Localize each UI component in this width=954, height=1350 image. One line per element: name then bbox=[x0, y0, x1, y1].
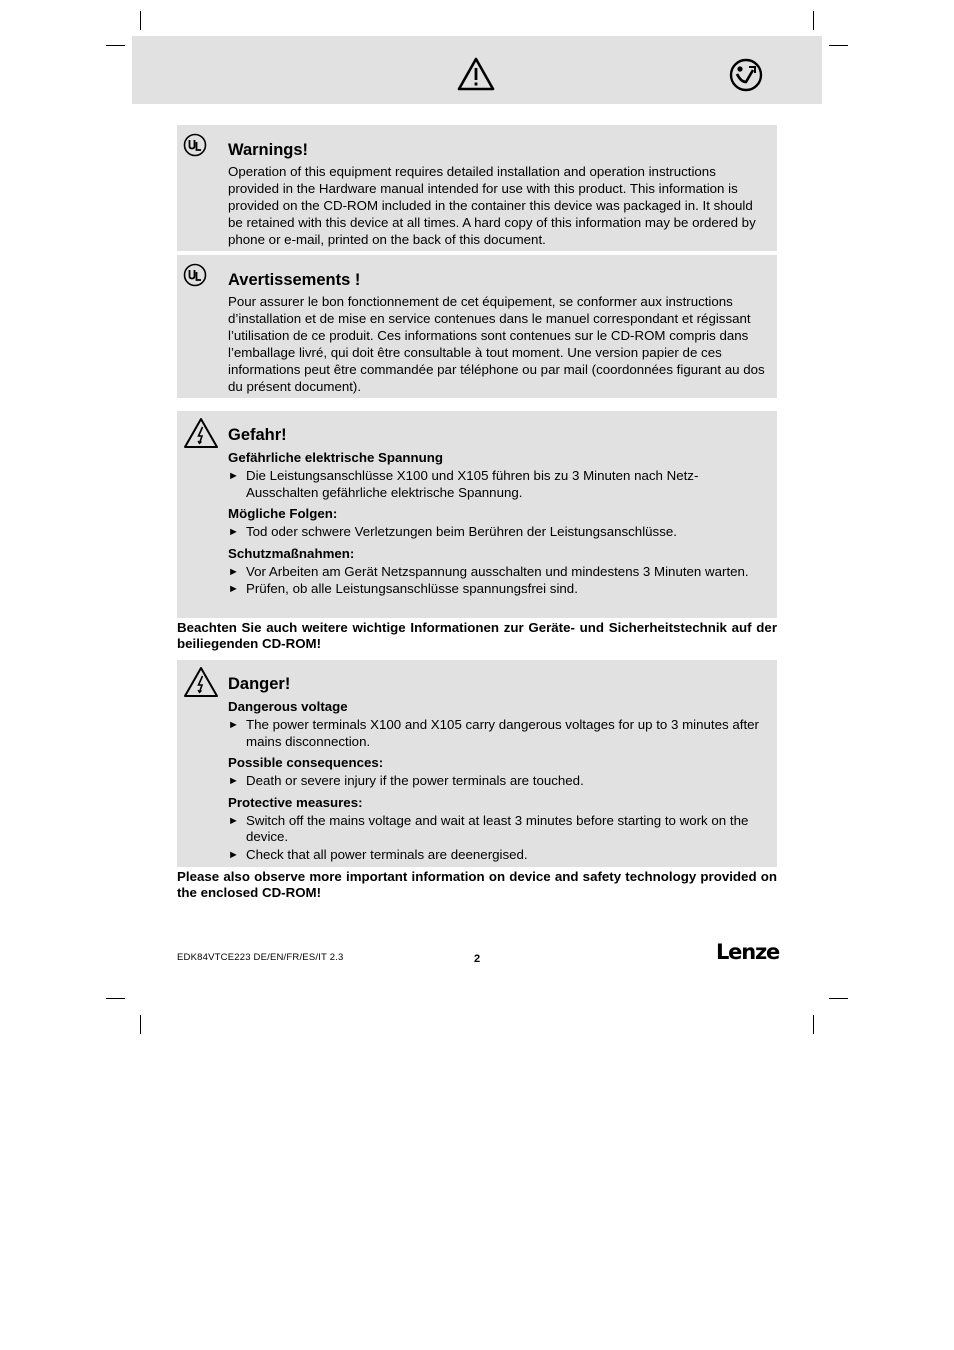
electric-hazard-icon bbox=[183, 666, 219, 703]
list-item: ► Switch off the mains voltage and wait at least 3 minutes before starting to work on the device. bbox=[228, 812, 749, 844]
consequences-list bbox=[228, 524, 767, 541]
read-manual-icon bbox=[729, 58, 763, 97]
section-title: Warnings! bbox=[228, 141, 309, 159]
page-header bbox=[132, 36, 822, 104]
crop-mark bbox=[829, 998, 848, 999]
list-item: ► Prüfen, ob alle Leistungsanschlüsse spannungsfrei sind. bbox=[228, 581, 578, 596]
section-text: Operation of this equipment requires detailed installation and operation instructions provided in the Hardware manual intended for use with this product. This information is provided on the CD-ROM included in the container this device was packaged in. It should be retained with this device at all times. A hard copy of this information may be ordered by phone or e-mail, printed on the back of this document. bbox=[228, 164, 756, 247]
list-item: ► Tod oder schwere Verletzungen beim Berühren der Leistungsanschlüsse. bbox=[228, 524, 677, 539]
list-item: ► Death or severe injury if the power terminals are touched. bbox=[228, 773, 584, 788]
lenze-logo: Lenze bbox=[716, 940, 780, 964]
measures-label: Schutzmaßnahmen: bbox=[228, 545, 355, 561]
list-item: ► Die Leistungsanschlüsse X100 und X105 führen bis zu 3 Minuten nach Netz-Ausschalten gefährliche elektrische Spannung. bbox=[228, 468, 699, 500]
ul-mark-icon bbox=[183, 263, 207, 292]
bullet-arrow-icon: ► bbox=[228, 814, 239, 827]
danger-section bbox=[177, 660, 777, 867]
bullet-arrow-icon: ► bbox=[228, 526, 239, 538]
safety-note: Beachten Sie auch weitere wichtige Informationen zur Geräte- und Sicherheitstechnik auf der beiliegenden CD-ROM! bbox=[177, 620, 777, 651]
hazard-subtitle: Dangerous voltage bbox=[228, 699, 348, 714]
section-title: Danger! bbox=[228, 675, 291, 693]
bullet-arrow-icon: ► bbox=[228, 848, 239, 861]
hazard-list bbox=[228, 468, 767, 501]
crop-mark bbox=[140, 1015, 141, 1034]
list-item: ► Vor Arbeiten am Gerät Netzspannung ausschalten und mindestens 3 Minuten warten. bbox=[228, 563, 749, 579]
crop-mark bbox=[106, 45, 125, 46]
crop-mark bbox=[140, 11, 141, 30]
hazard-list bbox=[228, 717, 767, 750]
crop-mark bbox=[106, 998, 125, 999]
section-title: Gefahr! bbox=[228, 426, 287, 444]
hazard-subtitle: Gefährliche elektrische Spannung bbox=[228, 450, 444, 465]
avertissements-section bbox=[177, 255, 777, 398]
measures-list bbox=[228, 813, 767, 864]
list-item: ► The power terminals X100 and X105 carry dangerous voltages for up to 3 minutes after mains disconnection. bbox=[228, 717, 759, 749]
consequences-list bbox=[228, 773, 767, 790]
section-text: Pour assurer le bon fonctionnement de cet équipement, se conformer aux instructions d’installation et de mise en service contenues dans le manuel correspondant et régissant l’utilisation de ce produit. Ces informations sont contenues sur le CD-ROM compris dans l’emballage livré, qui doit être consultable à tout moment. Une version papier de ces informations peut être commandée par téléphone ou par mail (coordonnées figurant au dos du présent document). bbox=[228, 294, 765, 394]
ul-mark-icon bbox=[183, 133, 207, 162]
electric-hazard-icon bbox=[183, 417, 219, 454]
section-title: Avertissements ! bbox=[228, 271, 361, 289]
list-item: ► Check that all power terminals are deenergised. bbox=[228, 846, 528, 862]
safety-note: Please also observe more important information on device and safety technology provided on the enclosed CD-ROM! bbox=[177, 869, 777, 900]
consequences-label: Mögliche Folgen: bbox=[228, 506, 338, 521]
gefahr-section bbox=[177, 411, 777, 618]
consequences-label: Possible consequences: bbox=[228, 755, 384, 770]
crop-mark bbox=[813, 1015, 814, 1034]
bullet-arrow-icon: ► bbox=[228, 775, 239, 787]
bullet-arrow-icon: ► bbox=[228, 470, 239, 482]
warning-triangle-icon bbox=[457, 56, 495, 97]
crop-mark bbox=[813, 11, 814, 30]
page-number: 2 bbox=[474, 953, 481, 965]
bullet-arrow-icon: ► bbox=[228, 719, 239, 731]
measures-label: Protective measures: bbox=[228, 794, 363, 810]
bullet-arrow-icon: ► bbox=[228, 565, 239, 578]
crop-mark bbox=[829, 45, 848, 46]
measures-list bbox=[228, 564, 767, 598]
warnings-section bbox=[177, 125, 777, 251]
document-id: EDK84VTCE223 DE/EN/FR/ES/IT 2.3 bbox=[177, 952, 344, 963]
bullet-arrow-icon: ► bbox=[228, 583, 239, 595]
